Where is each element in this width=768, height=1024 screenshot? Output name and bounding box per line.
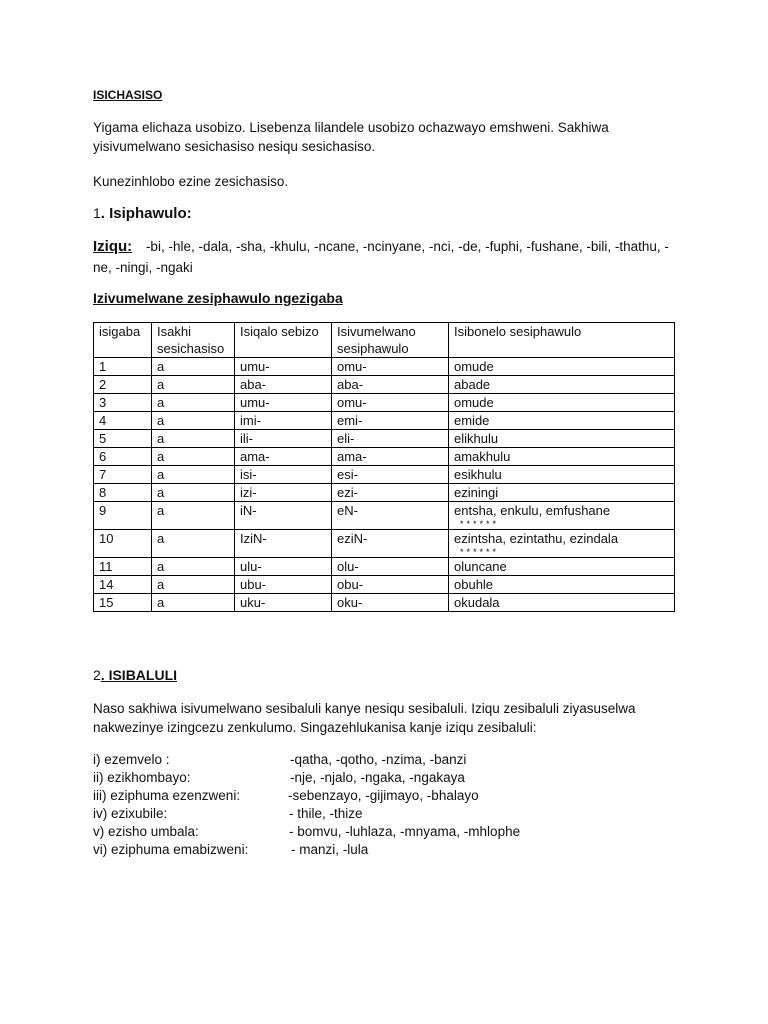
cell-text: 6: [99, 449, 107, 464]
header-cell: Isivumelwano sesiphawulo: [332, 323, 449, 358]
list-item-value: -nje, -njalo, -ngaka, -ngakaya: [290, 770, 465, 785]
table-cell: [235, 376, 332, 394]
cell-text: 3: [99, 395, 107, 410]
table-cell: [94, 594, 152, 612]
cell-text: ezi-: [337, 485, 358, 500]
header-cell: isigaba: [94, 323, 152, 358]
table-cell: [332, 594, 449, 612]
iziqu-text: -bi, -hle, -dala, -sha, -khulu, -ncane, -ncinyane, -nci, -de, -fuphi, -fushane, -bili, -thathu, -ne, -ningi, -ngaki: [93, 239, 669, 275]
cell-text: oku-: [337, 595, 363, 610]
table-row: [94, 466, 675, 484]
table-row: [94, 558, 675, 576]
cell-text: eziningi: [454, 485, 499, 500]
table-cell: [235, 430, 332, 448]
table-cell: [152, 558, 235, 576]
cell-text: 7: [99, 467, 107, 482]
cell-text: omu-: [337, 395, 367, 410]
table-cell: [235, 358, 332, 376]
cell-text: okudala: [454, 595, 500, 610]
cell-text: a: [157, 485, 165, 500]
table-cell: [94, 466, 152, 484]
cell-text: omude: [454, 359, 494, 374]
header-cell: Isakhi sesichasiso: [152, 323, 235, 358]
table-cell: [94, 412, 152, 430]
cell-text: eziN-: [337, 531, 368, 546]
cell-text: iN-: [240, 503, 257, 518]
cell-text: imi-: [240, 413, 261, 428]
cell-text: 14: [99, 577, 114, 592]
section-1-title: . Isiphawulo:: [100, 205, 192, 222]
cell-text: 10: [99, 531, 114, 546]
section-2-heading: [93, 667, 177, 683]
concord-table: [93, 322, 675, 612]
table-cell: [152, 412, 235, 430]
table-row: [94, 594, 675, 612]
table-cell: [449, 576, 675, 594]
table-cell: [152, 502, 235, 530]
cell-text: 1: [99, 359, 107, 374]
table-cell: [332, 430, 449, 448]
cell-text: a: [157, 449, 165, 464]
table-row: [94, 502, 675, 530]
table-cell: [332, 412, 449, 430]
iziqu-paragraph: [93, 236, 673, 278]
cell-text: a: [157, 531, 165, 546]
iziqu-label: Iziqu: [93, 238, 128, 255]
table-cell: [94, 576, 152, 594]
table-cell: [152, 594, 235, 612]
cell-text: a: [157, 577, 165, 592]
table-cell: [235, 558, 332, 576]
intro-paragraph: Yigama elichaza usobizo. Lisebenza lilandele usobizo ochazwayo emshweni. Sakhiwa yisivumelwano sesichasiso nesiqu sesichasiso.: [93, 120, 609, 154]
table-cell: [235, 576, 332, 594]
table-row: [94, 412, 675, 430]
list-item-value: -qatha, -qotho, -nzima, -banzi: [290, 752, 467, 767]
cell-text: ubu-: [240, 577, 267, 592]
table-cell: [94, 502, 152, 530]
table-row: [94, 358, 675, 376]
cell-text: emide: [454, 413, 490, 428]
stars-marker: ******: [460, 547, 500, 557]
cell-text: a: [157, 503, 165, 518]
list-item-key: iv) ezixubile:: [93, 806, 168, 821]
table-cell: [235, 412, 332, 430]
list-item-key: ii) ezikhombayo:: [93, 770, 191, 785]
table-cell: [332, 466, 449, 484]
table-header-row: [94, 323, 675, 358]
table-cell: [235, 466, 332, 484]
header-cell: Isibonelo sesiphawulo: [449, 323, 675, 358]
table-row: [94, 376, 675, 394]
cell-text: entsha, enkulu, emfushane: [454, 503, 611, 518]
cell-text: ezintsha, ezintathu, ezindala: [454, 531, 619, 546]
cell-text: a: [157, 559, 165, 574]
cell-text: omude: [454, 395, 494, 410]
cell-text: ulu-: [240, 559, 262, 574]
cell-text: eN-: [337, 503, 358, 518]
cell-text: 11: [99, 559, 113, 574]
iziqu-colon: :: [127, 238, 133, 255]
table-cell: [152, 448, 235, 466]
table-cell: [235, 394, 332, 412]
table-cell: [449, 448, 675, 466]
cell-text: amakhulu: [454, 449, 511, 464]
table-cell: [332, 576, 449, 594]
table-cell: [94, 394, 152, 412]
list-item-key: vi) eziphuma emabizweni:: [93, 842, 249, 857]
cell-text: aba-: [337, 377, 364, 392]
list-item-value: - manzi, -lula: [291, 842, 369, 857]
section-2-number: 2: [93, 667, 101, 683]
section-1-heading: [93, 205, 192, 222]
table-cell: [152, 530, 235, 558]
table-cell: [332, 558, 449, 576]
cell-text: a: [157, 431, 165, 446]
table-cell: [94, 376, 152, 394]
table-cell: [152, 466, 235, 484]
list-item-value: -sebenzayo, -gijimayo, -bhalayo: [288, 788, 479, 803]
cell-text: 15: [99, 595, 114, 610]
table-cell: [152, 484, 235, 502]
cell-text: abade: [454, 377, 491, 392]
document-title: ISICHASISO: [93, 88, 163, 102]
header-cell: Isiqalo sebizo: [235, 323, 332, 358]
cell-text: a: [157, 377, 165, 392]
cell-text: umu-: [240, 395, 270, 410]
cell-text: eli-: [337, 431, 355, 446]
cell-text: omu-: [337, 359, 367, 374]
cell-text: a: [157, 467, 165, 482]
table-cell: [94, 430, 152, 448]
list-item-key: iii) eziphuma ezenzweni:: [93, 788, 241, 803]
cell-text: esikhulu: [454, 467, 502, 482]
cell-text: obu-: [337, 577, 364, 592]
table-cell: [449, 530, 675, 558]
cell-text: esi-: [337, 467, 358, 482]
isibaluli-intro: Naso sakhiwa isivumelwano sesibaluli kanye nesiqu sesibaluli. Iziqu zesibaluli ziyasuselwa nakwezinye izingcezu zenkulumo. Singazehlukanisa kanje iziqu zesibaluli:: [93, 701, 636, 735]
cell-text: 2: [99, 377, 107, 392]
cell-text: a: [157, 395, 165, 410]
cell-text: a: [157, 413, 165, 428]
table-cell: [449, 394, 675, 412]
table-cell: [449, 430, 675, 448]
table-cell: [152, 576, 235, 594]
cell-text: oluncane: [454, 559, 507, 574]
cell-text: a: [157, 359, 165, 374]
cell-text: 8: [99, 485, 107, 500]
table-cell: [235, 484, 332, 502]
table-cell: [152, 430, 235, 448]
list-item-key: i) ezemvelo :: [93, 752, 170, 767]
cell-text: aba-: [240, 377, 267, 392]
table-cell: [235, 530, 332, 558]
table-cell: [449, 594, 675, 612]
cell-text: ama-: [240, 449, 270, 464]
list-item-key: v) ezisho umbala:: [93, 824, 199, 839]
list-item-value: - bomvu, -luhlaza, -mnyama, -mhlophe: [289, 824, 521, 839]
table-cell: [449, 484, 675, 502]
table-cell: [332, 484, 449, 502]
cell-text: IziN-: [240, 531, 267, 546]
table-row: [94, 448, 675, 466]
table-cell: [94, 448, 152, 466]
cell-text: isi-: [240, 467, 257, 482]
cell-text: ili-: [240, 431, 253, 446]
table-cell: [449, 502, 675, 530]
table-cell: [449, 412, 675, 430]
table-cell: [94, 558, 152, 576]
table-cell: [332, 502, 449, 530]
cell-text: obuhle: [454, 577, 494, 592]
cell-text: izi-: [240, 485, 257, 500]
table-cell: [94, 530, 152, 558]
table-cell: [449, 558, 675, 576]
table-cell: [449, 358, 675, 376]
table-cell: [152, 358, 235, 376]
table-cell: [235, 448, 332, 466]
table-cell: [332, 448, 449, 466]
cell-text: 9: [99, 503, 107, 518]
table-cell: [332, 530, 449, 558]
cell-text: uku-: [240, 595, 266, 610]
table-row: [94, 394, 675, 412]
table-cell: [152, 394, 235, 412]
table-row: [94, 430, 675, 448]
section-1-number: 1: [93, 205, 101, 221]
table-cell: [235, 594, 332, 612]
section-2-title: . ISIBALULI: [100, 667, 178, 683]
table-cell: [332, 358, 449, 376]
table-title: Izivumelwane zesiphawulo ngezigaba: [93, 290, 343, 306]
cell-text: olu-: [337, 559, 359, 574]
types-line: Kunezinhlobo ezine zesichasiso.: [93, 174, 289, 189]
cell-text: umu-: [240, 359, 270, 374]
cell-text: elikhulu: [454, 431, 499, 446]
cell-text: 4: [99, 413, 107, 428]
table-cell: [332, 394, 449, 412]
table-row: [94, 530, 675, 558]
cell-text: 5: [99, 431, 107, 446]
list-item-value: - thile, -thize: [289, 806, 363, 821]
stars-marker: ******: [460, 519, 500, 529]
cell-text: a: [157, 595, 165, 610]
table-cell: [332, 376, 449, 394]
table-cell: [235, 502, 332, 530]
cell-text: emi-: [337, 413, 363, 428]
cell-text: ama-: [337, 449, 367, 464]
table-cell: [94, 358, 152, 376]
table-cell: [152, 376, 235, 394]
table-row: [94, 484, 675, 502]
table-cell: [449, 376, 675, 394]
table-row: [94, 576, 675, 594]
table-cell: [449, 466, 675, 484]
table-cell: [94, 484, 152, 502]
